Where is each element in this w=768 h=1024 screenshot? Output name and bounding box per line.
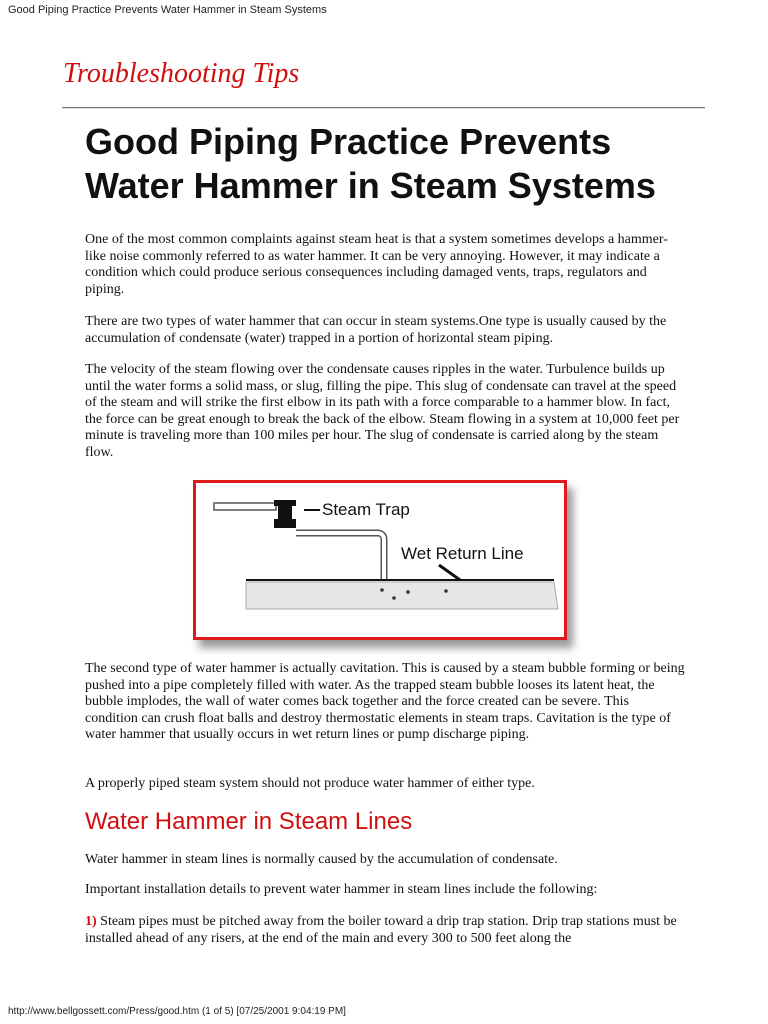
print-header: Good Piping Practice Prevents Water Hammer in Steam Systems (8, 4, 327, 16)
steam-trap-label: Steam Trap (322, 500, 410, 519)
list-item-text: Steam pipes must be pitched away from the boiler toward a drip trap station. Drip trap stations must be installed ahead of any risers, at the end of the main and every 300 to 500 feet along the (85, 914, 677, 946)
steam-trap-diagram (193, 480, 567, 640)
print-footer: http://www.bellgossett.com/Press/good.htm (1 of 5) [07/25/2001 9:04:19 PM] (8, 1006, 346, 1017)
paragraph-details: Important installation details to prevent water hammer in steam lines include the following: (85, 882, 598, 897)
section-title: Troubleshooting Tips (63, 58, 300, 89)
paragraph-summary: A properly piped steam system should not produce water hammer of either type. (85, 776, 535, 791)
steam-trap-icon (274, 500, 296, 528)
pointer-arrow (439, 565, 460, 580)
page-title: Good Piping Practice Prevents Water Hammer in Steam Systems (85, 121, 656, 206)
ground-band (246, 582, 558, 609)
paragraph-steam-lines: Water hammer in steam lines is normally caused by the accumulation of condensate. (85, 852, 558, 867)
paragraph-intro: One of the most common complaints against steam heat is that a system sometimes develops a hammer-like noise commonly referred to as water hammer. It can be very annoying. However, it may indicate a condition which could produce serious consequences including damaged vents, traps, regulators and piping. (85, 232, 668, 297)
paragraph-cavitation: The second type of water hammer is actually cavitation. This is caused by a steam bubble forming or being pushed into a pipe completely filled with water. As the trapped steam bubble looses its latent heat, the bubble implodes, the wall of water comes back together and the force created can be severe. This condition can crush float balls and destroy thermostatic elements in steam traps. Cavitation is the type of water hammer that usually occurs in wet return lines or pump discharge piping. (85, 661, 685, 742)
list-item (85, 914, 685, 947)
diagram-drawing (196, 483, 564, 637)
sub-heading: Water Hammer in Steam Lines (85, 808, 413, 835)
list-number: 1) (85, 914, 97, 929)
outlet-pipe (296, 533, 384, 580)
paragraph-velocity: The velocity of the steam flowing over the condensate causes ripples in the water. Turbulence builds up until the water forms a solid mass, or slug, filling the pipe. This slug of condensate can travel at the speed of the steam and will strike the first elbow in its path with a force comparable to a hammer blow. In fact, the force can be great enough to break the back of the elbow. Steam flowing in a system at 10,000 feet per minute is traveling more than 100 miles per hour. The slug of condensate is carried along by the steam flow. (85, 362, 680, 460)
paragraph-types: There are two types of water hammer that can occur in steam systems.One type is usually caused by the accumulation of condensate (water) trapped in a portion of horizontal steam piping. (85, 314, 667, 346)
wet-return-label: Wet Return Line (401, 544, 524, 563)
steam-pipe (214, 503, 276, 510)
horizontal-divider (62, 107, 705, 109)
